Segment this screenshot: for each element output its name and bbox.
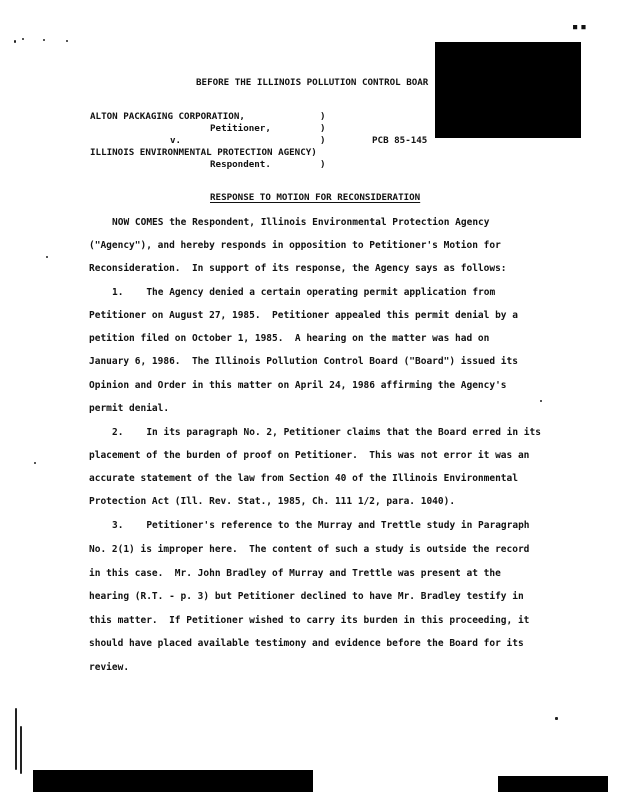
scan-speck bbox=[66, 40, 68, 42]
scan-speck bbox=[43, 39, 45, 41]
caption-paren: ) bbox=[320, 111, 326, 122]
body-line: accurate statement of the law from Section 40 of the Illinois Environmental bbox=[89, 473, 518, 484]
body-line: 1. The Agency denied a certain operating permit application from bbox=[112, 287, 496, 298]
body-line: permit denial. bbox=[89, 403, 170, 414]
scan-edge-mark bbox=[15, 708, 17, 770]
caption-party1-role: Petitioner, bbox=[210, 123, 271, 134]
body-line: 2. In its paragraph No. 2, Petitioner claims that the Board erred in its bbox=[112, 427, 541, 438]
caption-paren: ) bbox=[320, 123, 326, 134]
caption-paren: ) bbox=[320, 135, 326, 146]
body-line: this matter. If Petitioner wished to carry its burden in this proceeding, it bbox=[89, 615, 530, 626]
caption-versus: v. bbox=[170, 135, 182, 146]
body-line: review. bbox=[89, 662, 130, 673]
caption-party2: ILLINOIS ENVIRONMENTAL PROTECTION AGENCY) bbox=[90, 147, 317, 158]
scan-speck bbox=[14, 40, 16, 43]
redaction-block-bottom-left bbox=[33, 770, 313, 792]
scan-speck bbox=[555, 717, 558, 720]
scan-speck bbox=[540, 400, 542, 402]
document-title: RESPONSE TO MOTION FOR RECONSIDERATION bbox=[210, 192, 421, 203]
body-line: should have placed available testimony and evidence before the Board for its bbox=[89, 638, 524, 649]
caption-paren: ) bbox=[320, 159, 326, 170]
body-line: NOW COMES the Respondent, Illinois Environmental Protection Agency bbox=[112, 217, 490, 228]
scan-speck bbox=[34, 462, 36, 464]
body-line: placement of the burden of proof on Petitioner. This was not error it was an bbox=[89, 450, 530, 461]
scan-speck bbox=[22, 38, 24, 40]
court-heading: BEFORE THE ILLINOIS POLLUTION CONTROL BOAR bbox=[196, 77, 429, 88]
redaction-block-top bbox=[435, 42, 581, 138]
body-line: hearing (R.T. - p. 3) but Petitioner declined to have Mr. Bradley testify in bbox=[89, 591, 524, 602]
body-line: Petitioner on August 27, 1985. Petitioner appealed this permit denial by a bbox=[89, 310, 518, 321]
body-line: 3. Petitioner's reference to the Murray and Trettle study in Paragraph bbox=[112, 520, 530, 531]
body-line: January 6, 1986. The Illinois Pollution Control Board ("Board") issued its bbox=[89, 356, 518, 367]
redaction-block-bottom-right bbox=[498, 776, 608, 792]
body-line: Opinion and Order in this matter on April 24, 1986 affirming the Agency's bbox=[89, 380, 507, 391]
body-line: No. 2(1) is improper here. The content of such a study is outside the record bbox=[89, 544, 530, 555]
case-number: PCB 85-145 bbox=[372, 135, 428, 146]
body-line: Reconsideration. In support of its response, the Agency says as follows: bbox=[89, 263, 507, 274]
scan-speck bbox=[46, 256, 48, 258]
body-line: Protection Act (Ill. Rev. Stat., 1985, Ch. 111 1/2, para. 1040). bbox=[89, 496, 456, 507]
body-line: ("Agency"), and hereby responds in opposition to Petitioner's Motion for bbox=[89, 240, 501, 251]
corner-mark: ■ ■ bbox=[573, 23, 586, 31]
scan-edge-mark bbox=[20, 726, 22, 774]
body-line: petition filed on October 1, 1985. A hearing on the matter was had on bbox=[89, 333, 490, 344]
body-line: in this case. Mr. John Bradley of Murray and Trettle was present at the bbox=[89, 568, 501, 579]
caption-party2-role: Respondent. bbox=[210, 159, 271, 170]
caption-party1: ALTON PACKAGING CORPORATION, bbox=[90, 111, 245, 122]
